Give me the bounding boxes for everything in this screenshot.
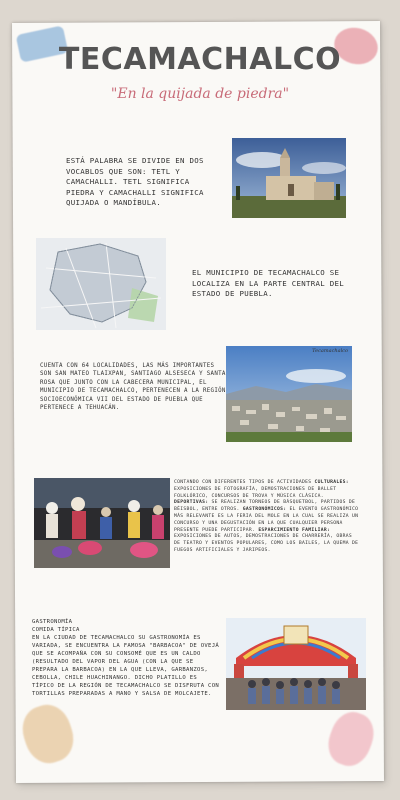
festival-photo [34, 478, 170, 568]
gastronomy-subheading: COMIDA TÍPICA [32, 627, 80, 633]
page-subtitle: "En la quijada de piedra" [110, 86, 290, 102]
gastronomy-body: EN LA CIUDAD DE TECAMACHALCO SU GASTRONOMÍA ES VARIADA, SE ENCUENTRA LA FAMOSA "BARBACOA" DE OVEJÁ QUE SE ACOMPAÑA CON SU CONSOMÉ QUE ES UN CALDO (RESULTADO DEL VAPOR DEL AGUA (CON LA QUE SE PREPARA LA BARBACOA) EN LA QUE LLEVA, GARBANZOS, CEBOLLA, CHILE HUACHINANGO. DICHO PLATILLO ES TÍPICO DE LA REGIÓN DE TECAMACHALCO SE DISFRUTA CON TORTILLAS PREPARADAS A MANO Y SALSA DE MOLCAJETE. [32, 635, 220, 697]
localities-text: CUENTA CON 64 LOCALIDADES, LAS MÁS IMPORTANTES SON SAN MATEO TLAIXPAN, SANTIAGO ALSESECA Y SANTA ROSA QUE JUNTO CON LA CABECERA MUNICIPAL, EL MUNICIPIO DE TECAMACHALCO, PERTENECEN A LA REGIÓN SOCIOECONÓMICA VII DEL ESTADO DE PUEBLA QUE PERTENECE A TEHUACÁN. [40, 363, 226, 412]
etymology-text: ESTÁ PALABRA SE DIVIDE EN DOS VOCABLOS QUE SON: TETL Y CAMACHALLI. TETL SIGNIFICA PIEDRA Y CAMACHALLI SIGNIFICA QUIJADA O MANDÍBULA. [66, 156, 204, 207]
photo-watermark: Tecamachalco [312, 348, 348, 354]
page-title: TECAMACHALCO [58, 42, 342, 77]
market-photo [226, 618, 366, 710]
activity-text-gastronomic: EL EVENTO GASTRONÓMICO MÁS RELEVANTE ES LA FERIA DEL MOLE EN LA CUAL SE REALIZA UN CONCURSO Y UNA DEGUSTACIÓN EN LA QUE CUALQUIER PERSONA PRESENTE PUEDE PARTICIPAR. [174, 507, 359, 533]
gastronomy-heading: GASTRONOMÍA [32, 619, 73, 625]
municipality-map [36, 238, 166, 330]
activity-label-sports: DEPORTIVAS: [174, 500, 209, 506]
location-text: EL MUNICIPIO DE TECAMACHALCO SE LOCALIZA EN LA PARTE CENTRAL DEL ESTADO DE PUEBLA. [192, 268, 344, 298]
activity-text-family: EXPOSICIONES DE AUTOS, DEMOSTRACIONES DE CHARRERÍA, OBRAS DE TEATRO Y EVENTOS POPULARES, COMO LOS BAILES, LA QUEMA DE FUEGOS ARTIFICIALES Y JARIPEOS. [174, 534, 359, 553]
activity-label-gastronomic: GASTRONÓMICOS: [242, 507, 287, 513]
activity-text-sports: SE REALIZAN TORNEOS DE BÁSQUETBOL, PARTIDOS DE BÉISBOL, ENTRE OTROS. [174, 500, 356, 513]
city-panorama [226, 346, 352, 442]
activity-text-cultural: EXPOSICIONES DE FOTOGRAFÍA, DEMOSTRACIONES DE BALLET FOLKLÓRICO, CONCURSOS DE TROVA Y MÚSICA CLÁSICA. [174, 486, 337, 499]
activities-text [174, 480, 360, 555]
gastronomy-text [32, 618, 222, 698]
activity-label-family: ESPARCIMIENTO FAMILIAR: [258, 527, 331, 533]
activity-label-cultural: CULTURALES: [314, 480, 349, 485]
activities-intro: CONTANDO CON DIFERENTES TIPOS DE ACTIVIDADES [174, 480, 312, 485]
church-photo [232, 138, 346, 218]
